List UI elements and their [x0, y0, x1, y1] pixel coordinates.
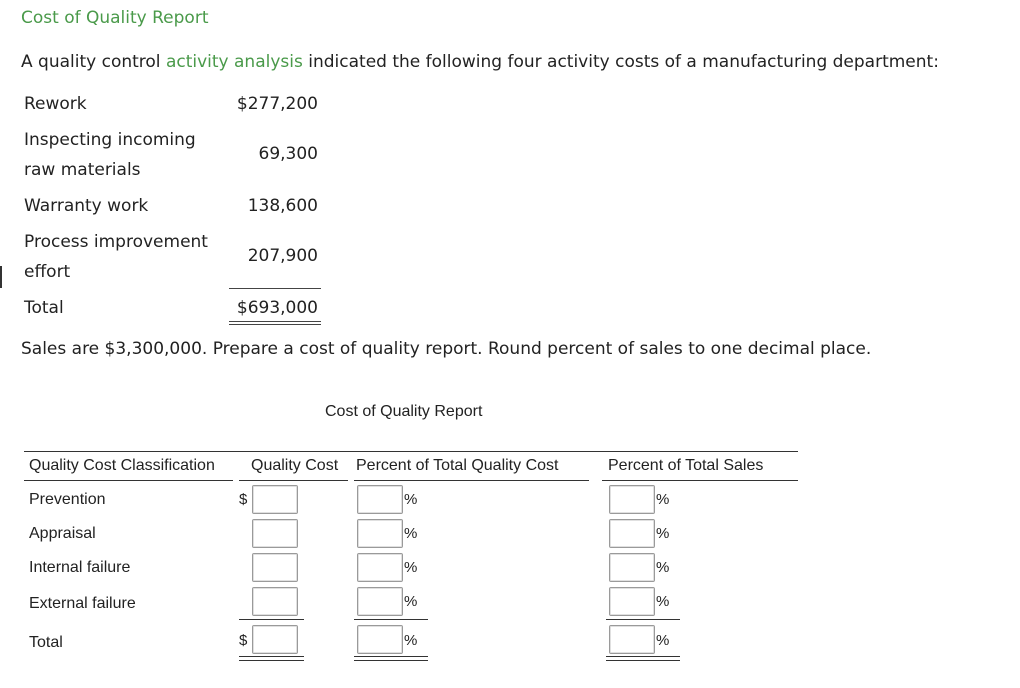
- appraisal-pct-quality-cost-input[interactable]: [357, 519, 403, 548]
- instructions-text: Sales are $3,300,000. Prepare a cost of quality report. Round percent of sales to one decimal place.: [21, 339, 872, 359]
- header-rule-pct-sales: [602, 480, 798, 481]
- cost-label-rework: Rework: [24, 94, 87, 114]
- cost-label-inspecting-2: raw materials: [24, 160, 141, 180]
- internal-failure-pct-sales-input[interactable]: [609, 553, 655, 582]
- cost-label-process-2: effort: [24, 262, 71, 282]
- dollar-sign: $: [239, 632, 248, 649]
- report-top-rule: [24, 451, 798, 452]
- total-rule-top: [229, 288, 321, 289]
- col-header-quality-cost: Quality Cost: [251, 457, 339, 474]
- external-failure-pct-sales-input[interactable]: [609, 587, 655, 616]
- percent-sign: %: [656, 593, 670, 610]
- activity-analysis-link[interactable]: activity analysis: [165, 52, 303, 72]
- prevention-pct-quality-cost-input[interactable]: [357, 485, 403, 514]
- dollar-sign: $: [239, 491, 248, 508]
- cost-value-warranty: 138,600: [247, 196, 318, 216]
- cost-label-warranty: Warranty work: [24, 196, 149, 216]
- percent-sign: %: [404, 632, 418, 649]
- percent-sign: %: [404, 593, 418, 610]
- external-failure-quality-cost-input[interactable]: [252, 587, 298, 616]
- cost-label-inspecting-1: Inspecting incoming: [24, 130, 196, 150]
- row-label-internal-failure: Internal failure: [29, 559, 131, 576]
- percent-sign: %: [404, 525, 418, 542]
- prevention-pct-sales-input[interactable]: [609, 485, 655, 514]
- col-header-pct-sales: Percent of Total Sales: [608, 457, 764, 474]
- appraisal-pct-sales-input[interactable]: [609, 519, 655, 548]
- row-label-appraisal: Appraisal: [29, 525, 96, 542]
- external-failure-pct-quality-cost-input[interactable]: [357, 587, 403, 616]
- row-label-prevention: Prevention: [29, 491, 106, 508]
- total-quality-cost-input[interactable]: [252, 625, 298, 654]
- total-label: Total: [24, 298, 64, 318]
- pct-sales-subtotal-rule: [606, 619, 680, 620]
- col-header-pct-quality-cost: Percent of Total Quality Cost: [356, 457, 559, 474]
- page-heading: Cost of Quality Report: [21, 8, 209, 28]
- header-rule-quality-cost: [239, 480, 348, 481]
- report-title: Cost of Quality Report: [325, 403, 483, 420]
- intro-text: [21, 52, 939, 72]
- percent-sign: %: [656, 491, 670, 508]
- cost-value-process: 207,900: [247, 246, 318, 266]
- quality-cost-total-double-rule: [239, 656, 304, 661]
- prevention-quality-cost-input[interactable]: [252, 485, 298, 514]
- percent-sign: %: [404, 491, 418, 508]
- pct-sales-total-double-rule: [606, 656, 680, 661]
- pct-quality-cost-total-double-rule: [354, 656, 428, 661]
- internal-failure-pct-quality-cost-input[interactable]: [357, 553, 403, 582]
- total-value: $693,000: [236, 298, 318, 318]
- total-pct-quality-cost-input[interactable]: [357, 625, 403, 654]
- internal-failure-quality-cost-input[interactable]: [252, 553, 298, 582]
- percent-sign: %: [656, 525, 670, 542]
- percent-sign: %: [656, 632, 670, 649]
- intro-after: indicated the following four activity costs of a manufacturing department:: [302, 52, 939, 72]
- left-edge-marker: [0, 266, 2, 288]
- percent-sign: %: [656, 559, 670, 576]
- col-header-classification: Quality Cost Classification: [29, 457, 215, 474]
- header-rule-pct-quality-cost: [354, 480, 589, 481]
- cost-label-process-1: Process improvement: [24, 232, 208, 252]
- total-pct-sales-input[interactable]: [609, 625, 655, 654]
- quality-cost-subtotal-rule: [239, 619, 304, 620]
- total-rule-double-2: [229, 324, 321, 325]
- cost-value-inspecting: 69,300: [258, 144, 318, 164]
- pct-quality-cost-subtotal-rule: [354, 619, 428, 620]
- row-label-external-failure: External failure: [29, 595, 136, 612]
- total-rule-double-1: [229, 321, 321, 322]
- intro-before: A quality control: [21, 52, 166, 72]
- row-label-total: Total: [29, 634, 63, 651]
- header-rule-classification: [24, 480, 233, 481]
- appraisal-quality-cost-input[interactable]: [252, 519, 298, 548]
- percent-sign: %: [404, 559, 418, 576]
- cost-value-rework: $277,200: [236, 94, 318, 114]
